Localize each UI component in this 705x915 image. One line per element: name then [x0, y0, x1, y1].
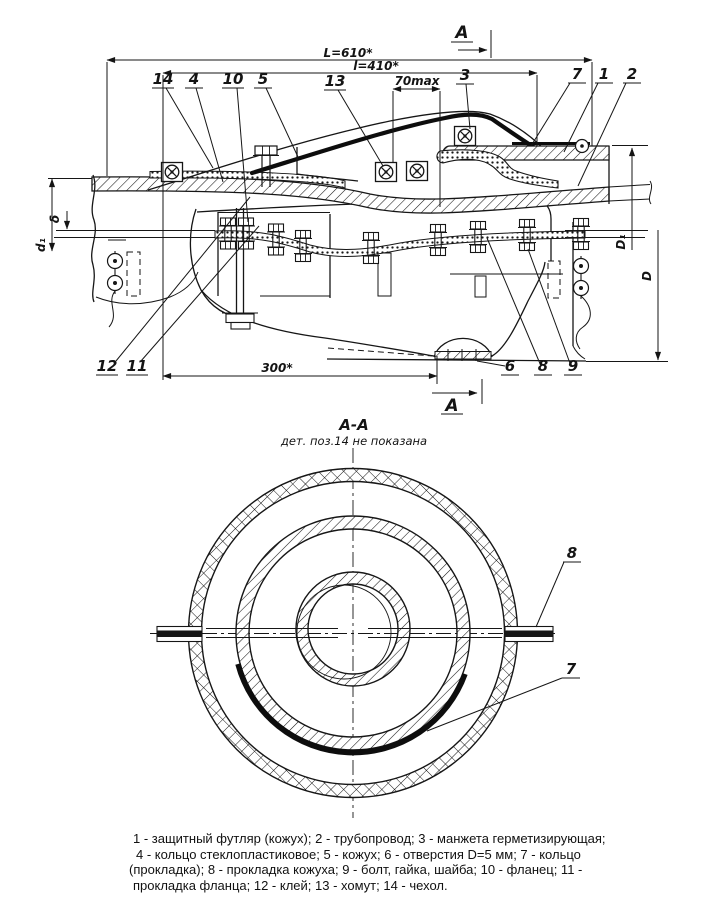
split-bolt-left	[157, 627, 202, 642]
legend	[129, 831, 609, 893]
callout-3: 3	[459, 66, 471, 84]
split-bolt-right	[505, 627, 553, 642]
callout-12: 12	[96, 357, 118, 375]
casing-end	[437, 140, 609, 189]
section-callout-8: 8	[566, 544, 578, 562]
left-pin	[108, 240, 127, 327]
callout-1: 1	[598, 65, 610, 83]
callout-13: 13	[324, 72, 346, 90]
section-title: А-А	[339, 416, 369, 434]
pipe-break-left	[92, 175, 96, 302]
section-marker-bottom-label: A	[445, 396, 459, 416]
section-callout-7: 7	[565, 660, 577, 678]
legend-line-1: 1 - защитный футляр (кожух); 2 - трубопровод; 3 - манжета герметизирующая;	[133, 831, 606, 846]
section-marker-bottom	[432, 379, 482, 416]
callout-14: 14	[152, 70, 174, 88]
section-subtitle: дет. поз.14 не показана	[280, 434, 428, 448]
main-view	[34, 23, 668, 416]
callout-2: 2	[626, 65, 638, 83]
dim-300-label: 300*	[261, 361, 293, 375]
callout-8: 8	[537, 357, 549, 375]
callout-7: 7	[571, 65, 583, 83]
dim-delta-label: δ	[48, 214, 62, 224]
callout-9: 9	[567, 357, 579, 375]
callouts	[96, 65, 641, 375]
callout-4: 4	[188, 70, 200, 88]
drain-holes	[435, 352, 491, 360]
dim-l-label: l=410*	[353, 59, 399, 73]
dim-70max-label: 70max	[394, 74, 440, 88]
dim-D1-label: D₁	[614, 234, 628, 250]
callout-6: 6	[504, 357, 516, 375]
section-marker-top-label: A	[455, 23, 469, 43]
right-pin	[574, 256, 591, 349]
section-marker-top	[451, 23, 491, 58]
pipeline	[48, 146, 652, 303]
dim-D-label: D	[640, 271, 654, 281]
callout-11: 11	[126, 357, 148, 375]
legend-line-2: 4 - кольцо стеклопластиковое; 5 - кожух; 6 - отверстия D=5 мм; 7 - кольцо	[136, 846, 581, 862]
callout-10: 10	[222, 70, 244, 88]
dim-L-label: L=610*	[323, 46, 373, 60]
callout-5: 5	[257, 70, 269, 88]
legend-line-3: (прокладка); 8 - прокладка кожуха; 9 - болт, гайка, шайба; 10 - фланец; 11 -	[129, 862, 583, 877]
dim-d1-label: d₁	[34, 238, 48, 252]
legend-line-4: прокладка фланца; 12 - клей; 13 - хомут; 14 - чехол.	[133, 877, 448, 893]
section-view-aa	[150, 416, 581, 818]
